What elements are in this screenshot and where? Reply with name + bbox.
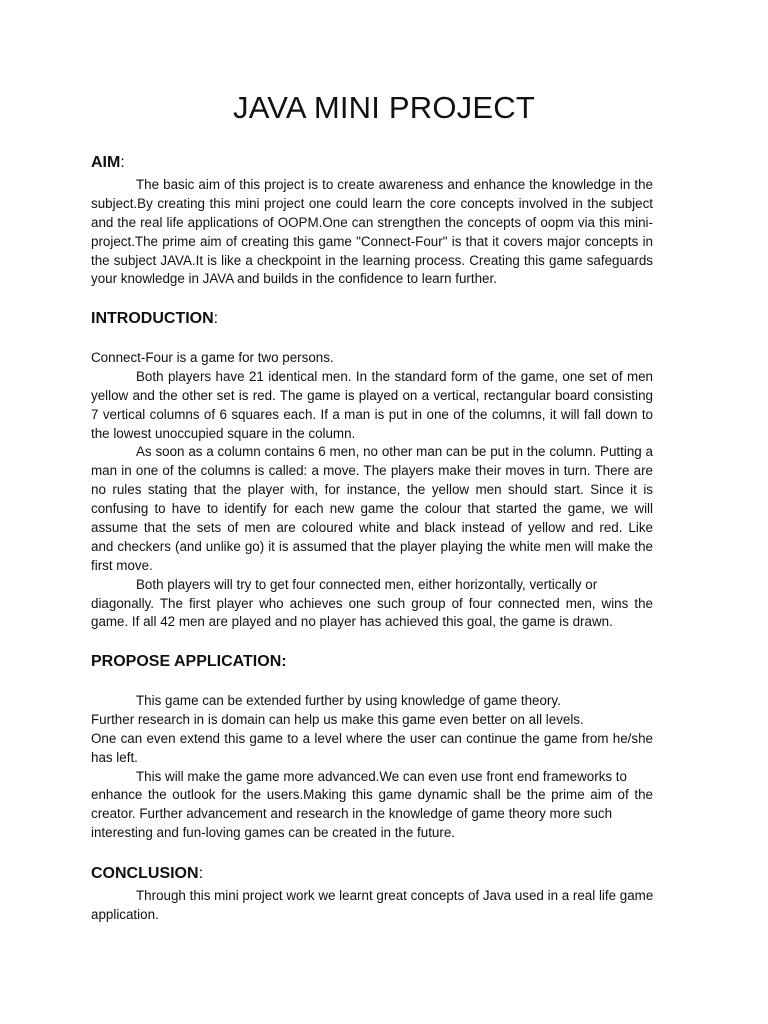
- propose-application-heading: PROPOSE APPLICATION:: [91, 653, 287, 670]
- propose-application-paragraph: [91, 692, 653, 843]
- text-line: application.: [91, 906, 159, 922]
- aim-paragraph: [91, 176, 653, 289]
- text-line: Through this mini project work we learnt great concepts of Java used in a real life game: [136, 888, 654, 903]
- text-line: Connect-Four is a game for two persons.: [91, 350, 334, 365]
- text-line: and the real life applications of OOPM.One can strengthen the concepts of oopm via this mini-: [91, 214, 653, 230]
- text-line: As soon as a column contains 6 men, no other man can be put in the column. Putting a: [136, 444, 653, 460]
- aim-heading-colon: :: [120, 154, 125, 171]
- text-line: no rules stating that the player with, for instance, the yellow men should start. Since it is: [91, 482, 653, 498]
- text-line: man in one of the columns is called: a move. The players make their moves in turn. There are: [91, 463, 653, 479]
- text-line: yellow and the other set is red. The game is played on a vertical, rectangular board consisting: [91, 387, 653, 403]
- conclusion-heading: [91, 864, 203, 883]
- aim-heading-text: AIM: [91, 154, 121, 171]
- text-line: subject.By creating this mini project one could learn the core concepts involved in the subject: [91, 195, 653, 211]
- introduction-heading-colon: :: [213, 310, 219, 327]
- text-line: first move.: [91, 557, 153, 573]
- text-line: This will make the game more advanced.We can even use front end frameworks to: [136, 768, 627, 784]
- text-line: confusing to have to identify for each new game the colour that started the game, we will: [91, 501, 653, 517]
- text-line: project.The prime aim of creating this game "Connect-Four" is that it covers major concepts in: [91, 233, 653, 249]
- text-line: enhance the outlook for the users.Making this game dynamic shall be the prime aim of the: [91, 787, 653, 803]
- text-line: Both players will try to get four connected men, either horizontally, vertically or: [136, 576, 598, 592]
- introduction-heading: [91, 309, 218, 328]
- text-line: the lowest unoccupied square in the column.: [91, 425, 356, 441]
- text-line: One can even extend this game to a level where the user can continue the game from he/she: [91, 730, 653, 746]
- text-line: 7 vertical columns of 6 squares each. If a man is put in one of the columns, it will fall down to: [91, 406, 653, 422]
- conclusion-paragraph: [91, 887, 653, 925]
- text-line: The basic aim of this project is to create awareness and enhance the knowledge in the: [136, 177, 653, 192]
- text-line: assume that the sets of men are coloured white and black instead of yellow and red. Like: [91, 520, 653, 536]
- text-line: This game can be extended further by using knowledge of game theory.: [136, 693, 561, 708]
- text-line: Further research in is domain can help us make this game even better on all levels.: [91, 711, 584, 727]
- aim-heading: [91, 153, 125, 172]
- text-line: Both players have 21 identical men. In the standard form of the game, one set of men: [136, 368, 653, 384]
- text-line: interesting and fun-loving games can be created in the future.: [91, 825, 456, 841]
- introduction-paragraph: [91, 349, 653, 632]
- text-line: the subject JAVA.It is like a checkpoint in the learning process. Creating this game safeguards: [91, 252, 653, 268]
- conclusion-heading-colon: :: [198, 865, 204, 882]
- text-line: game. If all 42 men are played and no player has achieved this goal, the game is drawn.: [91, 614, 613, 630]
- text-line: your knowledge in JAVA and builds in the confidence to learn further.: [91, 271, 497, 287]
- text-line: diagonally. The first player who achieves one such group of four connected men, wins the: [91, 595, 653, 611]
- introduction-heading-text: INTRODUCTION: [91, 310, 214, 327]
- text-line: creator. Further advancement and research in the knowledge of game theory more such: [91, 806, 613, 822]
- text-line: has left.: [91, 749, 138, 765]
- document-title: JAVA MINI PROJECT: [233, 90, 535, 125]
- text-line: and checkers (and unlike go) it is assumed that the player playing the white men will make the: [91, 538, 653, 554]
- conclusion-heading-text: CONCLUSION: [91, 865, 199, 882]
